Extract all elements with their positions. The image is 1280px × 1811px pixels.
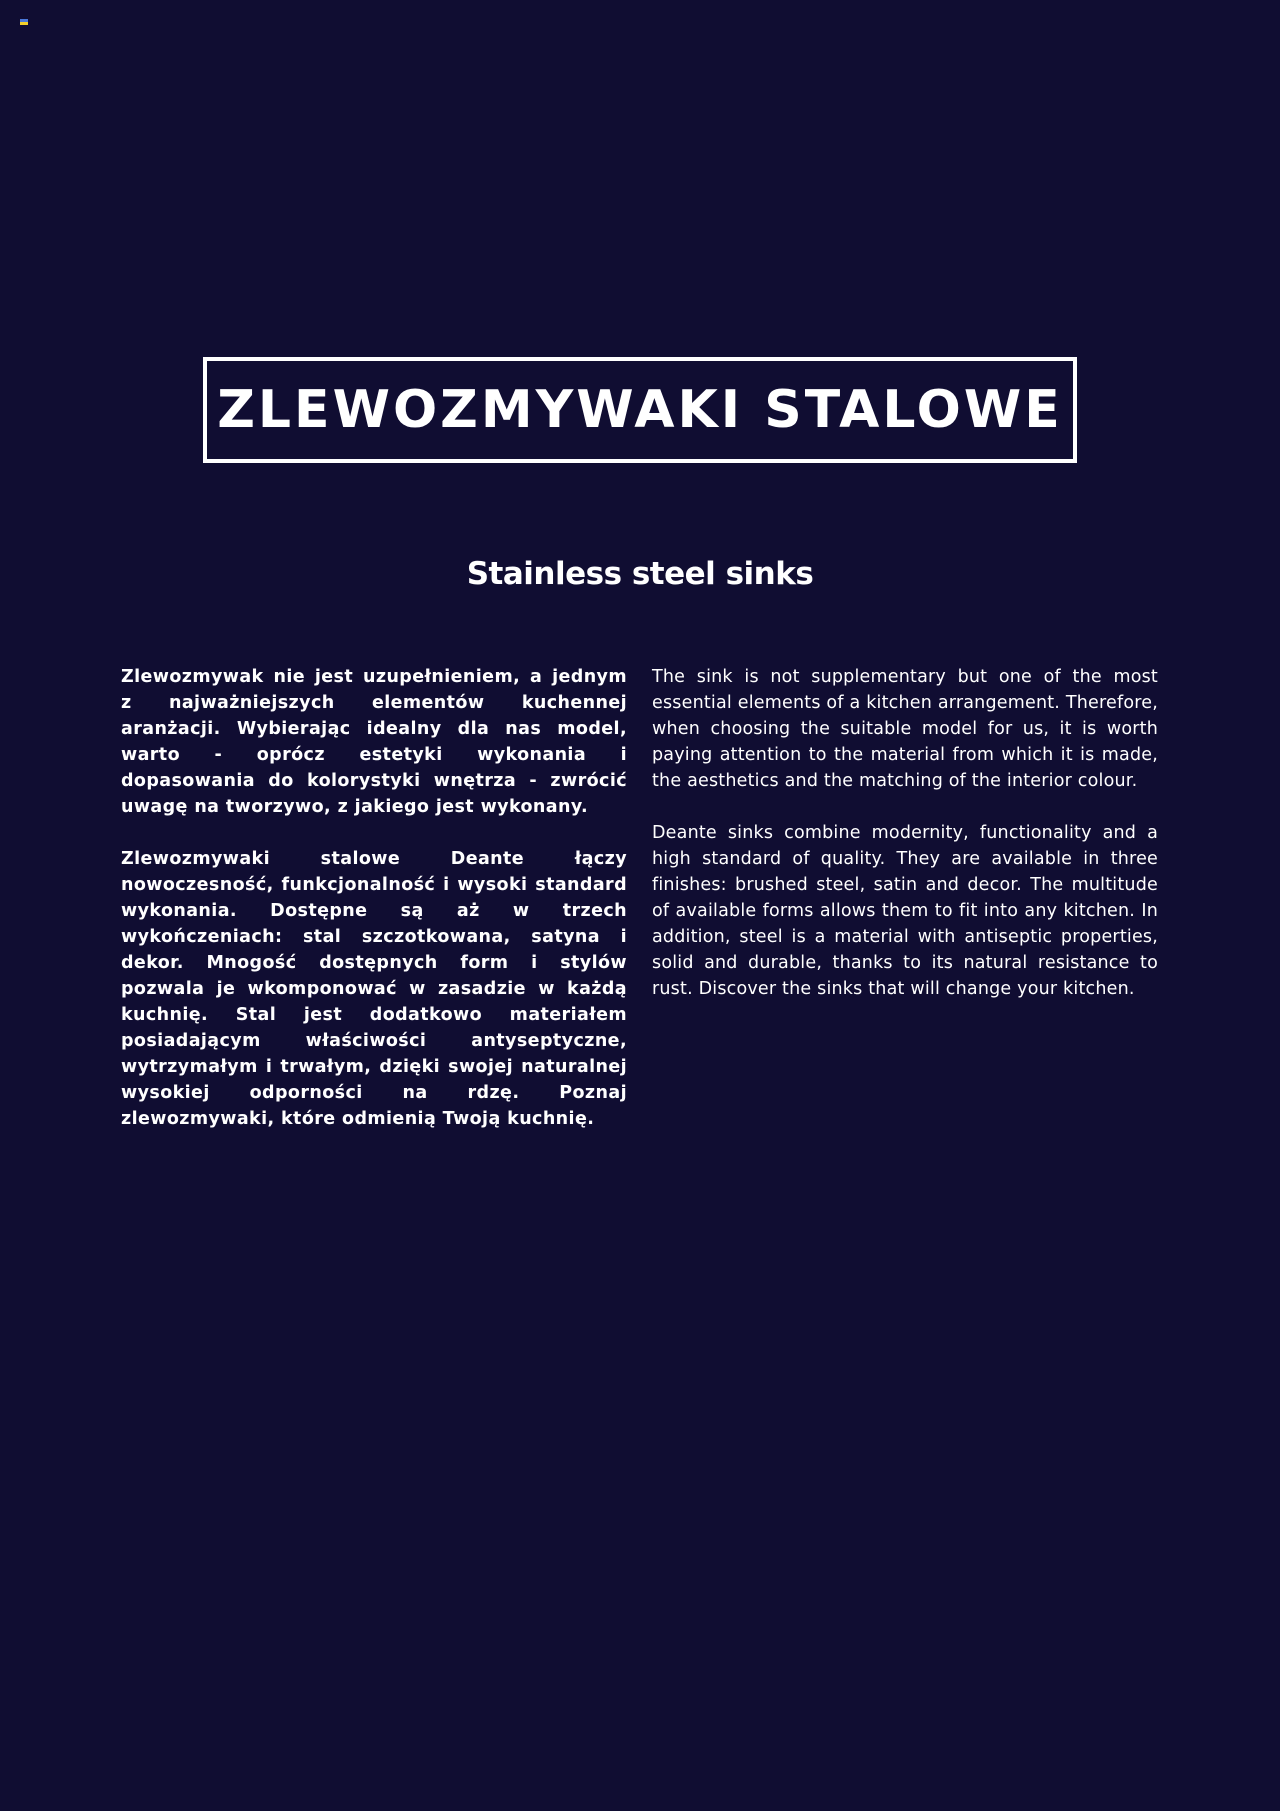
- flag-icon[interactable]: [20, 19, 28, 25]
- polish-paragraph-2: Zlewozmywaki stalowe Deante łączy nowoczesność, funkcjonalność i wysoki standard wykonania. Dostępne są aż w trzech wykończeniach: stal szczotkowana, satyna i dekor. Mnogość dostępnych form i stylów pozwala je wkomponować w zasadzie w każdą kuchnię. Stal jest dodatkowo materiałem posiadającym właściwości antyseptyczne, wytrzymałym i trwałym, dzięki swojej naturalnej wysokiej odporności na rdzę. Poznaj zlewozmywaki, które odmienią Twoją kuchnię.: [121, 849, 627, 1129]
- polish-paragraph-1: Zlewozmywak nie jest uzupełnieniem, a jednym z najważniejszych elementów kuchennej aranżacji. Wybierając idealny dla nas model, warto - oprócz estetyki wykonania i dopasowania do kolorystyki wnętrza - zwrócić uwagę na tworzywo, z jakiego jest wykonany.: [121, 667, 627, 817]
- page-title: ZLEWOZMYWAKI STALOWE: [217, 380, 1063, 440]
- english-column: [652, 664, 1158, 1028]
- english-paragraph-1: The sink is not supplementary but one of the most essential elements of a kitchen arrangement. Therefore, when choosing the suitable model for us, it is worth paying attention to the material from which it is made, the aesthetics and the matching of the interior colour.: [652, 667, 1158, 791]
- page-subtitle: Stainless steel sinks: [466, 556, 814, 592]
- title-frame: [203, 357, 1077, 463]
- english-paragraph-2: Deante sinks combine modernity, functionality and a high standard of quality. They are available in three finishes: brushed steel, satin and decor. The multitude of available forms allows them to fit into any kitchen. In addition, steel is a material with antiseptic properties, solid and durable, thanks to its natural resistance to rust. Discover the sinks that will change your kitchen.: [652, 823, 1158, 999]
- polish-column: [121, 664, 627, 1158]
- flag-bottom-stripe: [20, 22, 28, 25]
